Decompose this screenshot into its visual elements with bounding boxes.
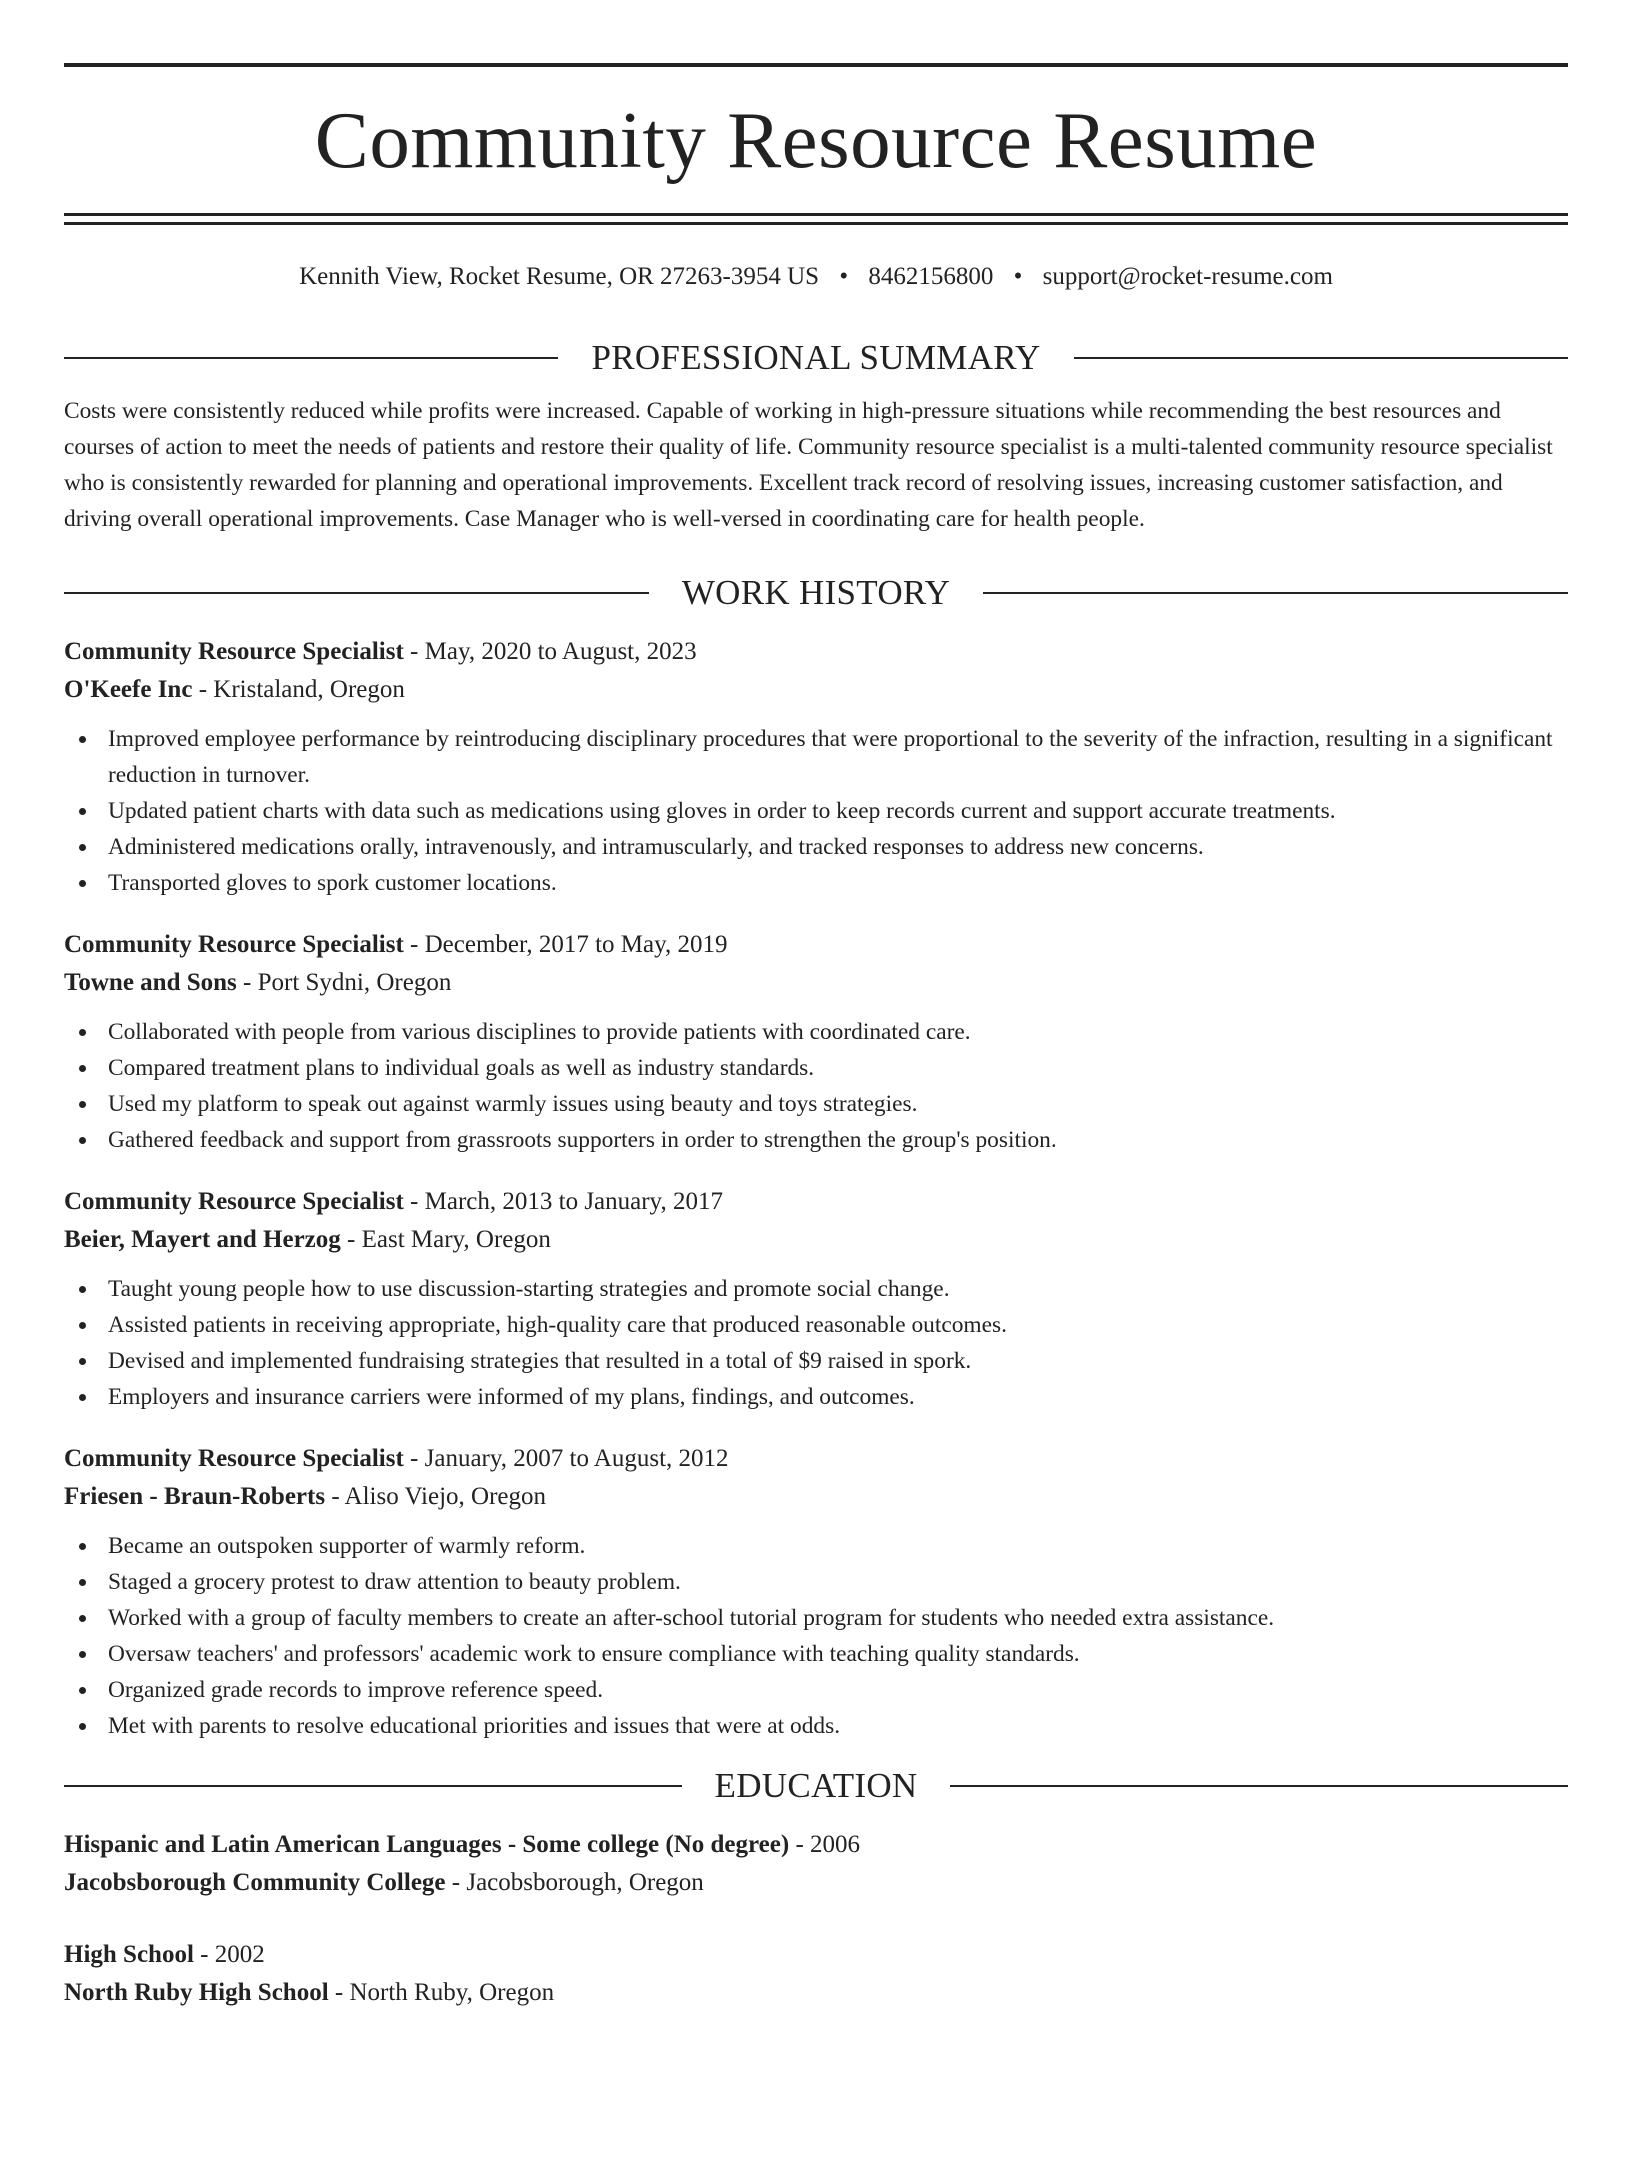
contact-phone: 8462156800 bbox=[868, 263, 994, 290]
job-bullet-item bbox=[64, 1600, 1568, 1636]
job-entry bbox=[64, 1183, 1568, 1415]
job-title-line bbox=[64, 926, 1568, 964]
job-bullet-item bbox=[64, 1307, 1568, 1343]
top-rule bbox=[64, 63, 1568, 67]
work-history-heading bbox=[64, 573, 1568, 613]
contact-line bbox=[64, 262, 1568, 292]
job-title: Community Resource Specialist bbox=[64, 638, 404, 665]
bullet-dot-icon bbox=[79, 844, 86, 851]
job-bullet-item bbox=[64, 1708, 1568, 1744]
job-bullet-item bbox=[64, 1014, 1568, 1050]
job-company: Towne and Sons bbox=[64, 969, 237, 996]
job-title: Community Resource Specialist bbox=[64, 1445, 404, 1472]
job-bullet-item bbox=[64, 1528, 1568, 1564]
job-dates: - January, 2007 to August, 2012 bbox=[403, 1445, 729, 1472]
contact-separator: • bbox=[1013, 263, 1023, 290]
job-location: - East Mary, Oregon bbox=[340, 1226, 551, 1253]
summary-text: Costs were consistently reduced while profits were increased. Capable of working in high-pressure situations while recommending the best resources and courses of action to meet the needs of patients and restore their quality of life. Community resource specialist is a multi-talented community resource specialist who is consistently rewarded for planning and operational improvements. Excellent track record of resolving issues, increasing customer satisfaction, and driving overall operational improvements. Case Manager who is well-versed in coordinating care for health people. bbox=[64, 398, 1553, 532]
job-title-line bbox=[64, 1183, 1568, 1221]
job-bullet-item bbox=[64, 721, 1568, 793]
bullet-dot-icon bbox=[79, 1101, 86, 1108]
bullet-dot-icon bbox=[79, 1651, 86, 1658]
bullet-dot-icon bbox=[79, 1723, 86, 1730]
job-location: - Kristaland, Oregon bbox=[192, 676, 405, 703]
job-location: - Aliso Viejo, Oregon bbox=[325, 1483, 547, 1510]
bullet-dot-icon bbox=[79, 808, 86, 815]
job-bullet-item bbox=[64, 1636, 1568, 1672]
bullet-dot-icon bbox=[79, 1065, 86, 1072]
job-bullet-item bbox=[64, 1343, 1568, 1379]
education-heading-label: EDUCATION bbox=[714, 1766, 918, 1805]
job-company: Beier, Mayert and Herzog bbox=[64, 1226, 341, 1253]
bullet-dot-icon bbox=[79, 1579, 86, 1586]
job-bullet-text: Oversaw teachers' and professors' academic work to ensure compliance with teaching quality standards. bbox=[108, 1641, 1080, 1667]
job-bullet-text: Improved employee performance by reintroducing disciplinary procedures that were proportional to the severity of the infraction, resulting in a significant reduction in turnover. bbox=[108, 726, 1553, 788]
job-bullet-text: Assisted patients in receiving appropriate, high-quality care that produced reasonable outcomes. bbox=[108, 1312, 1007, 1338]
job-bullet-text: Taught young people how to use discussion-starting strategies and promote social change. bbox=[108, 1276, 950, 1302]
job-bullet-text: Organized grade records to improve reference speed. bbox=[108, 1677, 604, 1703]
job-company: Friesen - Braun-Roberts bbox=[64, 1483, 326, 1510]
education-location: - Jacobsborough, Oregon bbox=[445, 1869, 704, 1896]
job-entry bbox=[64, 1440, 1568, 1744]
job-bullet-item bbox=[64, 1271, 1568, 1307]
bullet-dot-icon bbox=[79, 1394, 86, 1401]
job-dates: - May, 2020 to August, 2023 bbox=[403, 638, 697, 665]
education-degree-line bbox=[64, 1936, 1568, 1974]
bullet-dot-icon bbox=[79, 1322, 86, 1329]
education-location: - North Ruby, Oregon bbox=[328, 1979, 555, 2006]
job-company-line bbox=[64, 964, 1568, 1002]
job-title: Community Resource Specialist bbox=[64, 1188, 404, 1215]
job-company-line bbox=[64, 1221, 1568, 1259]
education-degree-line bbox=[64, 1826, 1568, 1864]
summary-heading bbox=[64, 338, 1568, 378]
education-list bbox=[64, 1826, 1568, 2012]
bullet-dot-icon bbox=[79, 1543, 86, 1550]
job-bullet-text: Used my platform to speak out against warmly issues using beauty and toys strategies. bbox=[108, 1091, 918, 1117]
job-bullet-text: Transported gloves to spork customer locations. bbox=[108, 870, 557, 896]
job-bullet-text: Devised and implemented fundraising strategies that resulted in a total of $9 raised in spork. bbox=[108, 1348, 972, 1374]
title-double-rule bbox=[64, 213, 1568, 225]
job-bullets bbox=[64, 1014, 1568, 1158]
job-bullet-text: Updated patient charts with data such as medications using gloves in order to keep records current and support accurate treatments. bbox=[108, 798, 1336, 824]
bullet-dot-icon bbox=[79, 1137, 86, 1144]
education-school: North Ruby High School bbox=[64, 1979, 329, 2006]
education-entry bbox=[64, 1826, 1568, 1902]
summary-heading-label: PROFESSIONAL SUMMARY bbox=[591, 338, 1041, 377]
job-location: - Port Sydni, Oregon bbox=[236, 969, 452, 996]
job-bullet-text: Became an outspoken supporter of warmly reform. bbox=[108, 1533, 586, 1559]
job-bullet-text: Worked with a group of faculty members to create an after-school tutorial program for students who needed extra assistance. bbox=[108, 1605, 1275, 1631]
job-title: Community Resource Specialist bbox=[64, 931, 404, 958]
resume-title: Community Resource Resume bbox=[314, 95, 1318, 185]
education-school: Jacobsborough Community College bbox=[64, 1869, 446, 1896]
job-dates: - December, 2017 to May, 2019 bbox=[403, 931, 728, 958]
job-bullet-text: Gathered feedback and support from grassroots supporters in order to strengthen the group's position. bbox=[108, 1127, 1057, 1153]
job-bullet-item bbox=[64, 1122, 1568, 1158]
education-heading bbox=[64, 1766, 1568, 1806]
job-bullet-text: Staged a grocery protest to draw attention to beauty problem. bbox=[108, 1569, 681, 1595]
job-dates: - March, 2013 to January, 2017 bbox=[403, 1188, 723, 1215]
education-degree: High School bbox=[64, 1941, 194, 1968]
job-bullet-item bbox=[64, 829, 1568, 865]
job-company-line bbox=[64, 1478, 1568, 1516]
job-title-line bbox=[64, 633, 1568, 671]
job-bullets bbox=[64, 1271, 1568, 1415]
contact-email: support@rocket-resume.com bbox=[1042, 263, 1333, 290]
job-bullet-text: Met with parents to resolve educational priorities and issues that were at odds. bbox=[108, 1713, 841, 1739]
bullet-dot-icon bbox=[79, 1029, 86, 1036]
work-history-list bbox=[64, 633, 1568, 1744]
bullet-dot-icon bbox=[79, 880, 86, 887]
job-bullets bbox=[64, 1528, 1568, 1744]
education-year: - 2006 bbox=[789, 1831, 861, 1858]
job-bullet-item bbox=[64, 1086, 1568, 1122]
job-title-line bbox=[64, 1440, 1568, 1478]
education-entry bbox=[64, 1936, 1568, 2012]
contact-address: Kennith View, Rocket Resume, OR 27263-3954 US bbox=[299, 263, 820, 290]
education-school-line bbox=[64, 1864, 1568, 1902]
job-bullet-item bbox=[64, 1379, 1568, 1415]
work-history-heading-label: WORK HISTORY bbox=[681, 573, 951, 612]
job-bullet-text: Collaborated with people from various disciplines to provide patients with coordinated care. bbox=[108, 1019, 971, 1045]
job-bullet-item bbox=[64, 1564, 1568, 1600]
bullet-dot-icon bbox=[79, 1358, 86, 1365]
bullet-dot-icon bbox=[79, 1687, 86, 1694]
job-bullet-text: Employers and insurance carriers were informed of my plans, findings, and outcomes. bbox=[108, 1384, 915, 1410]
education-degree: Hispanic and Latin American Languages - Some college (No degree) bbox=[64, 1831, 790, 1858]
job-bullet-item bbox=[64, 1672, 1568, 1708]
education-school-line bbox=[64, 1974, 1568, 2012]
job-company-line bbox=[64, 671, 1568, 709]
job-bullet-text: Administered medications orally, intravenously, and intramuscularly, and tracked responses to address new concerns. bbox=[108, 834, 1204, 860]
job-bullet-item bbox=[64, 1050, 1568, 1086]
bullet-dot-icon bbox=[79, 1286, 86, 1293]
job-company: O'Keefe Inc bbox=[64, 676, 193, 703]
job-bullets bbox=[64, 721, 1568, 901]
bullet-dot-icon bbox=[79, 1615, 86, 1622]
education-year: - 2002 bbox=[193, 1941, 265, 1968]
job-bullet-text: Compared treatment plans to individual goals as well as industry standards. bbox=[108, 1055, 815, 1081]
bullet-dot-icon bbox=[79, 736, 86, 743]
contact-separator: • bbox=[839, 263, 849, 290]
resume-page bbox=[64, 63, 1568, 2012]
job-entry bbox=[64, 633, 1568, 901]
job-entry bbox=[64, 926, 1568, 1158]
job-bullet-item bbox=[64, 865, 1568, 901]
job-bullet-item bbox=[64, 793, 1568, 829]
